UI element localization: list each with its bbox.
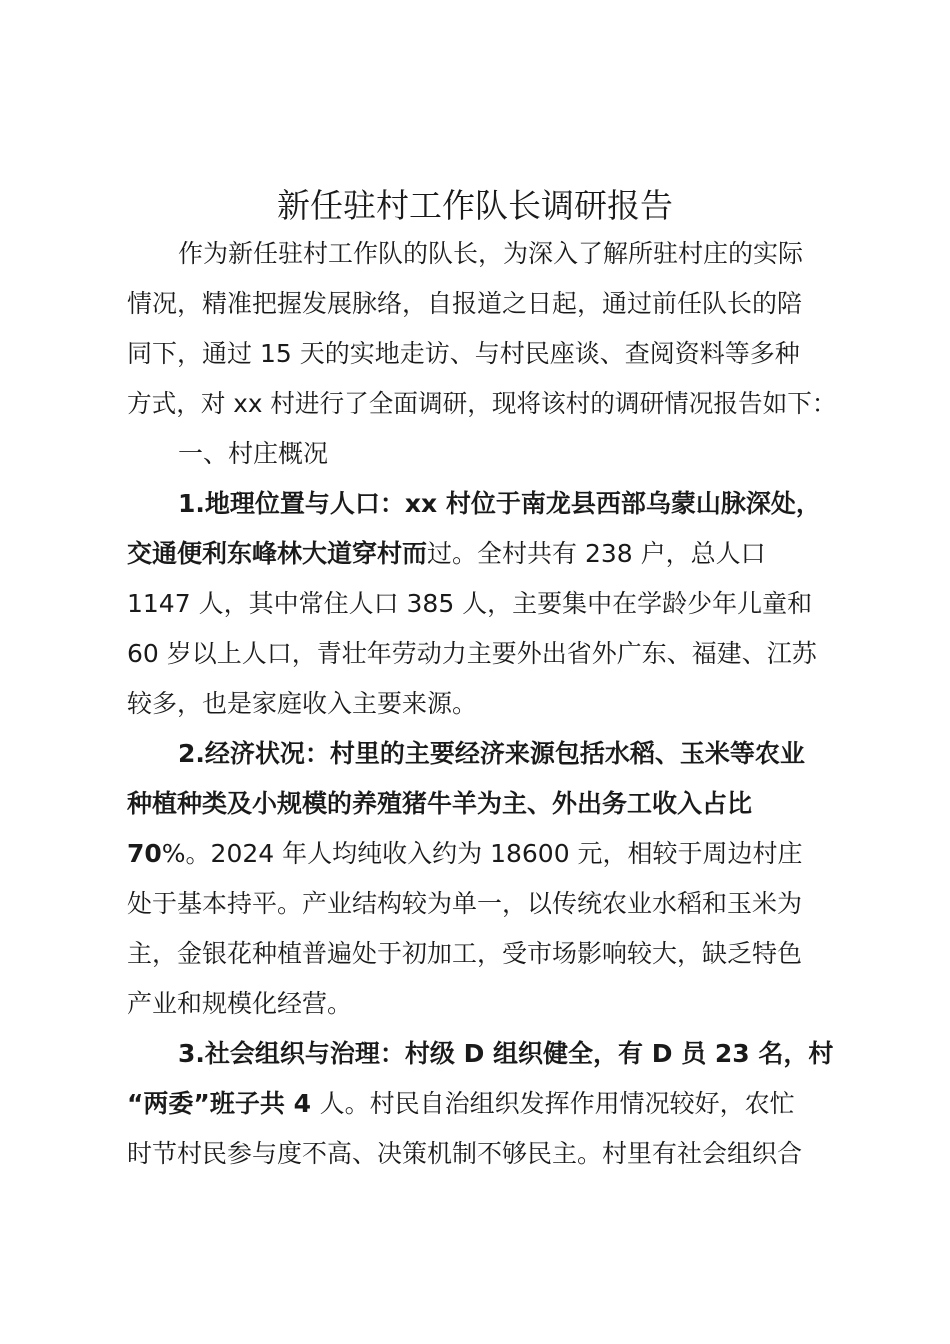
bold-segment: 2.经济状况：村里的主要经济来源包括水稻、玉米等农业 [178,739,805,768]
paragraph-line [127,1079,837,1129]
text-segment: 主，金银花种植普遍处于初加工，受市场影响较大，缺乏特色 [127,939,803,968]
paragraph-line [127,279,837,329]
text-segment: 人。村民自治组织发挥作用情况较好，农忙 [319,1089,795,1118]
paragraph-line [127,879,837,929]
text-segment: 时节村民参与度不高、决策机制不够民主。村里有社会组织合 [127,1139,803,1168]
text-segment: 1147 人，其中常住人口 385 人，主要集中在学龄少年儿童和 [127,589,813,618]
section-heading [178,429,838,479]
bold-segment: “两委”班子共 4 [127,1089,320,1118]
paragraph-line [127,1129,837,1179]
bold-segment: 交通便利东峰林大道穿村而 [127,539,428,568]
text-segment: 同下，通过 15 天的实地走访、与村民座谈、查阅资料等多种 [127,339,800,368]
paragraph-line [127,779,837,829]
bold-segment: 种植种类及小规模的养殖猪牛羊为主、外出务工收入占比 [127,789,753,818]
report-title: 新任驻村工作队长调研报告 [277,186,673,225]
paragraph-line [127,979,837,1029]
bold-segment: 70 [127,839,162,868]
paragraph-line [127,529,837,579]
text-segment: 一、村庄概况 [178,439,329,468]
paragraph-line [127,929,837,979]
text-segment: 过。全村共有 238 户，总人口 [427,539,766,568]
text-segment: 作为新任驻村工作队的队长，为深入了解所驻村庄的实际 [178,239,804,268]
text-segment: 处于基本持平。产业结构较为单一，以传统农业水稻和玉米为 [127,889,803,918]
paragraph-line [127,329,837,379]
paragraph-line [127,579,837,629]
paragraph-line [127,629,837,679]
bold-segment: 3.社会组织与治理：村级 D 组织健全，有 D 员 23 名，村 [178,1039,834,1068]
text-segment: 方式，对 xx 村进行了全面调研，现将该村的调研情况报告如下： [127,389,837,418]
paragraph-line [178,229,838,279]
bold-segment: 1.地理位置与人口：xx 村位于南龙县西部乌蒙山脉深处， [178,489,821,518]
paragraph-line [178,729,838,779]
paragraph-line [178,1029,838,1079]
text-segment: 情况，精准把握发展脉络，自报道之日起，通过前任队长的陪 [127,289,803,318]
paragraph-line [127,679,837,729]
paragraph-line [127,379,837,429]
text-segment: %。2024 年人均纯收入约为 18600 元，相较于周边村庄 [161,839,803,868]
text-segment: 较多，也是家庭收入主要来源。 [127,689,478,718]
paragraph-line [127,829,837,879]
text-segment: 60 岁以上人口，青壮年劳动力主要外出省外广东、福建、江苏 [127,639,817,668]
text-segment: 产业和规模化经营。 [127,989,353,1018]
paragraph-line [178,479,838,529]
